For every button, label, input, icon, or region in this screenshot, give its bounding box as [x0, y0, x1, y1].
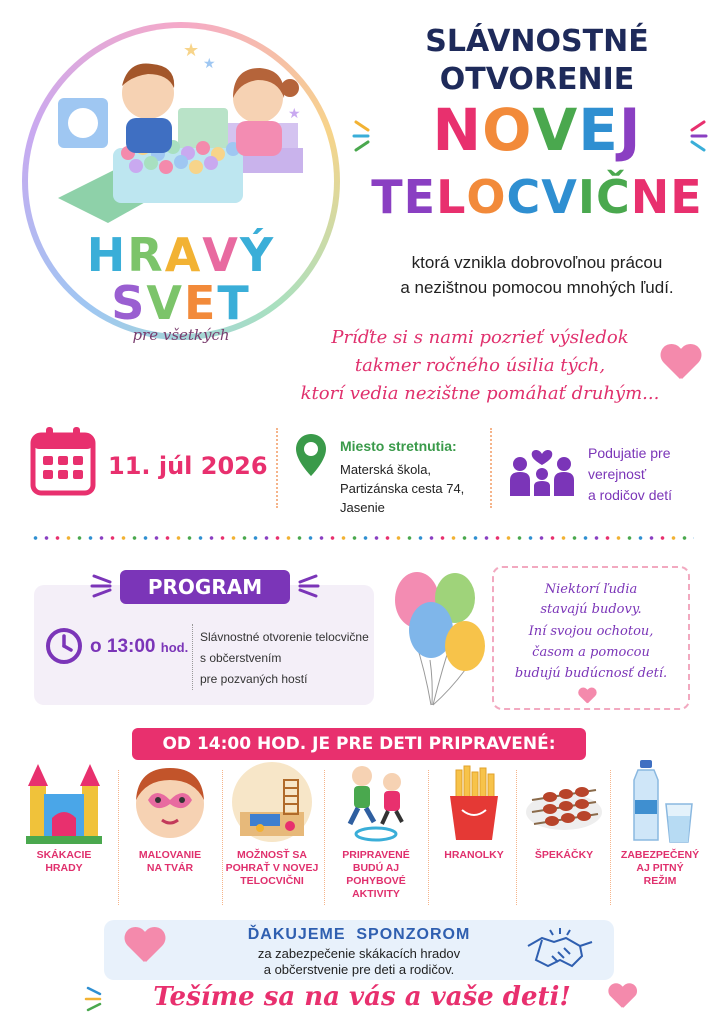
program-separator — [192, 624, 193, 690]
sponsors-title: ĎAKUJEME SPONZOROM — [247, 926, 471, 943]
activity-label-5a: HRANOLKY — [444, 849, 504, 861]
activity-label-3a: MOŽNOSŤ SA — [237, 849, 307, 861]
running-kids-icon — [334, 760, 418, 844]
face-painting-icon — [128, 760, 212, 844]
activity-label-6a: ŠPEKÁČKY — [534, 849, 594, 861]
balloons-icon — [385, 560, 490, 710]
program-accent-left-icon — [90, 572, 116, 600]
support-line-3: a rodičov detí — [588, 487, 673, 503]
program-time-unit: hod. — [160, 640, 189, 655]
program-time — [90, 636, 188, 658]
activity-label-4c: POHYBOVÉ — [346, 875, 406, 887]
footer-heart-icon — [608, 984, 636, 1009]
program-desc-2: s občerstvením — [200, 651, 282, 665]
sparkle-right-icon — [678, 116, 708, 156]
items-separator — [118, 770, 119, 905]
bouncy-castle-icon — [24, 760, 104, 844]
activity-label-4a: PRIPRAVENÉ — [342, 849, 410, 861]
water-bottle-icon — [618, 760, 702, 844]
logo: ★ ★ ★ HRAVÝ SVET pre všetkých — [22, 22, 340, 340]
place-line-3: Jasenie — [340, 500, 385, 515]
playground-illustration — [28, 28, 334, 228]
activity-drinking — [610, 760, 710, 888]
subtitle-line-2: a nezištnou pomocou mnohých ľudí. — [400, 278, 674, 297]
subtitle-line-1: ktorá vznikla dobrovoľnou prácou — [411, 253, 663, 272]
info-separator-2 — [490, 428, 492, 508]
program-desc-1: Slávnostné otvorenie telocvične — [200, 630, 369, 644]
event-date: 11. júl 2026 — [108, 452, 268, 480]
footer-tagline: Tešíme sa na vás a vaše deti! — [153, 982, 571, 1012]
family-icon — [506, 440, 578, 498]
handshake-icon — [524, 926, 596, 974]
footer-sparkle-icon — [84, 984, 108, 1014]
place-title: Miesto stretnutia: — [340, 438, 457, 454]
activity-label-7c: REŽIM — [643, 875, 677, 887]
sponsors-line-1: za zabezpečenie skákacích hradov — [257, 946, 461, 961]
activity-movement — [326, 760, 426, 901]
note-line-5: budujú budúcnosť detí. — [514, 666, 668, 681]
activity-face-painting — [120, 760, 220, 875]
info-separator-1 — [276, 428, 278, 508]
rainbow-divider — [30, 536, 694, 540]
activity-sausages — [514, 760, 614, 862]
activity-label-1b: HRADY — [45, 862, 83, 874]
quote-line-2: takmer ročného úsilia tých, — [354, 355, 606, 376]
activity-label-2a: MAĽOVANIE — [138, 849, 202, 861]
quote-line-1: Príďte si s nami pozrieť výsledok — [331, 327, 629, 348]
program-time-value: o 13:00 — [90, 636, 156, 657]
program-accent-right-icon — [294, 572, 320, 600]
heart-icon — [660, 345, 700, 381]
support-line-2: verejnosť — [588, 466, 647, 482]
activity-label-1a: SKÁKACIE — [36, 849, 92, 861]
note-line-4: časom a pomocou — [532, 645, 650, 660]
note-line-1: Niektorí ľudia — [544, 582, 638, 597]
svg-text:★: ★ — [203, 55, 216, 71]
clock-icon — [44, 626, 84, 666]
activity-bouncy-castle — [14, 760, 114, 875]
support-line-1: Podujatie pre — [588, 445, 671, 461]
activity-label-3c: TELOCVIČNI — [240, 875, 304, 887]
title-line-1: SLÁVNOSTNÉ — [425, 24, 649, 59]
sponsors-line-2: a občerstvenie pre deti a rodičov. — [263, 962, 455, 977]
place-line-2: Partizánska cesta 74, — [340, 481, 465, 496]
logo-subtitle: pre všetkých — [132, 326, 230, 344]
note-line-2: stavajú budovy. — [540, 602, 642, 617]
activity-gym — [222, 760, 322, 888]
activity-label-7b: AJ PITNÝ — [636, 862, 684, 874]
items-separator — [324, 770, 325, 905]
activity-label-4b: BUDÚ AJ — [352, 862, 400, 874]
calendar-icon — [30, 425, 96, 497]
activity-fries — [424, 760, 524, 862]
gym-icon — [230, 760, 314, 844]
note-line-3: Iní svojou ochotou, — [528, 624, 654, 639]
small-heart-icon — [578, 688, 596, 704]
place-line-1: Materská škola, — [340, 462, 432, 477]
activity-label-4d: AKTIVITY — [352, 888, 400, 900]
kids-program-bar: OD 14:00 HOD. JE PRE DETI PRIPRAVENÉ: — [132, 728, 586, 760]
sausages-icon — [522, 760, 606, 844]
title-line-3: NOVEJ — [432, 96, 642, 164]
french-fries-icon — [432, 760, 516, 844]
activity-label-2b: NA TVÁR — [146, 862, 194, 874]
activity-label-7a: ZABEZPEČENÝ — [620, 849, 700, 861]
title-line-2: OTVORENIE — [439, 62, 635, 97]
svg-text:★: ★ — [183, 40, 200, 60]
location-pin-icon — [294, 432, 328, 478]
svg-text:★: ★ — [288, 105, 301, 121]
activity-label-3b: POHRAŤ V NOVEJ — [225, 862, 319, 874]
sparkle-left-icon — [352, 116, 382, 156]
title-line-4: TELOCVIČNE — [371, 170, 703, 224]
quote-line-3: ktorí vedia nezištne pomáhať druhým... — [300, 383, 660, 404]
program-desc-3: pre pozvaných hostí — [200, 672, 308, 686]
program-label: PROGRAM — [120, 570, 290, 604]
